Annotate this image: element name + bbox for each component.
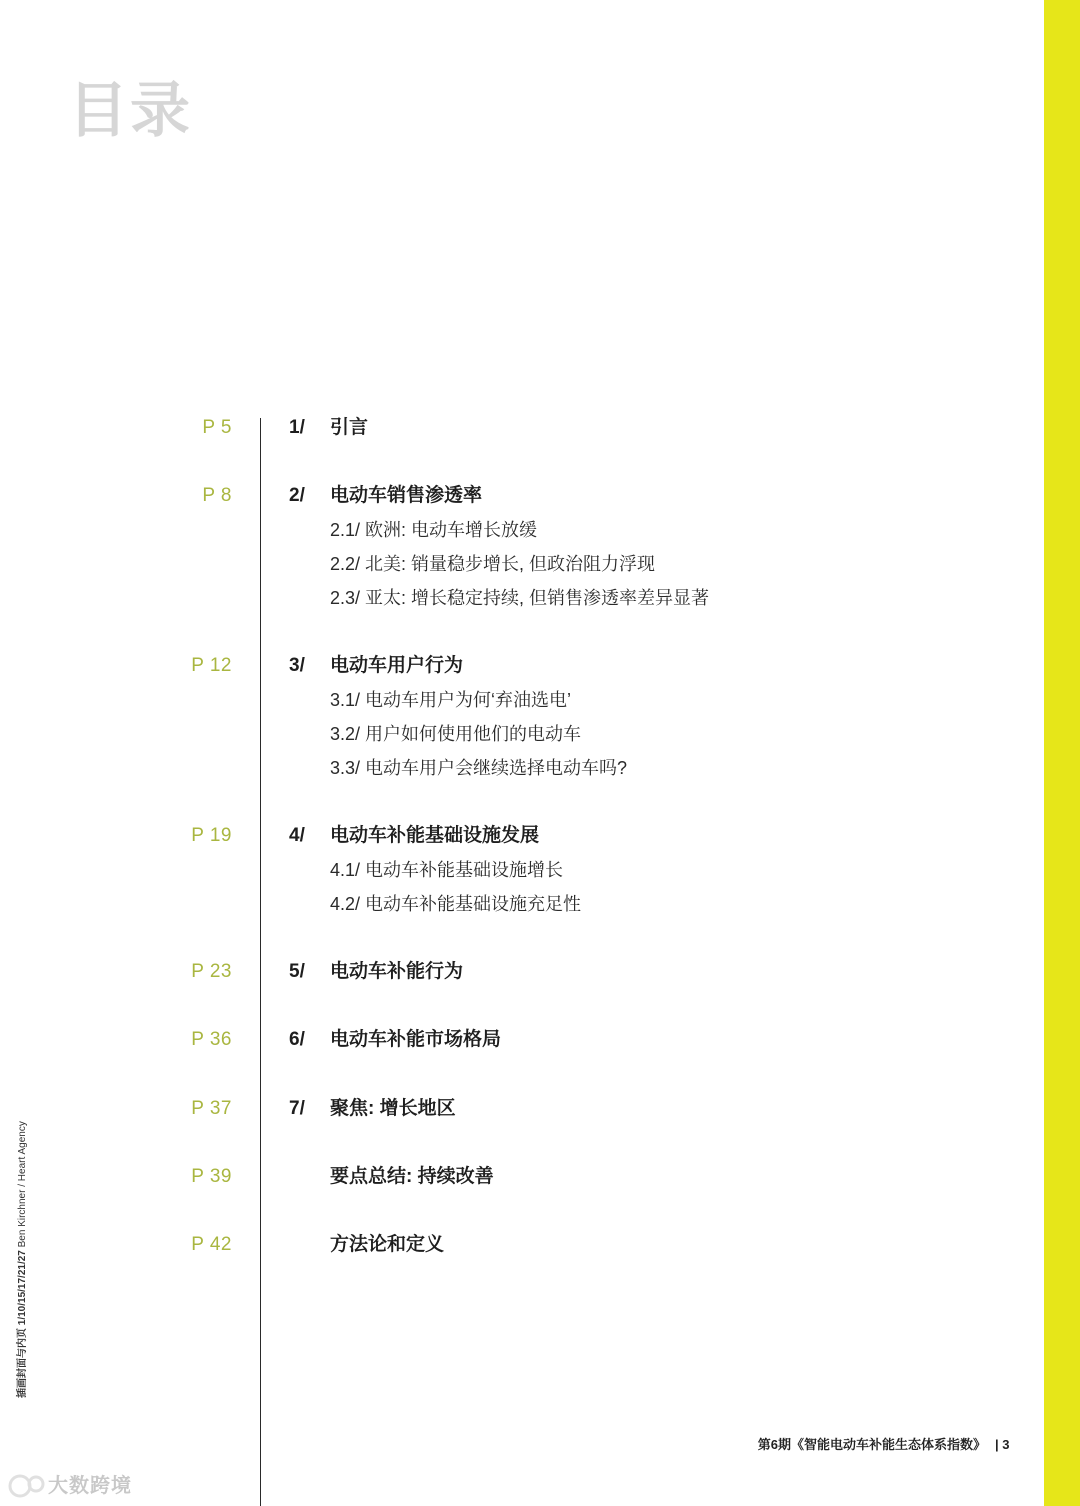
toc-chapter-number: 3/ [289,655,305,676]
toc-chapter-title[interactable]: 聚焦: 增长地区 [330,1098,456,1119]
page-number: 3 [1002,1437,1010,1452]
toc-chapter-title[interactable]: 电动车补能市场格局 [330,1029,502,1050]
toc-page-number: P 5 [202,417,232,438]
toc-chapter-number: 2/ [289,485,305,506]
toc-subsection[interactable]: 2.1/ 欧洲: 电动车增长放缓 [330,520,538,540]
footer-separator: | [995,1437,999,1452]
credit-illustration-pages: 插画封面与内页 1/10/15/17/21/27 [17,1250,28,1398]
toc-page-number: P 36 [191,1029,232,1050]
toc-chapter-title[interactable]: 电动车用户行为 [330,655,464,676]
toc-subsection[interactable]: 2.3/ 亚太: 增长稳定持续, 但销售渗透率差异显著 [330,588,710,608]
footer-page [995,1437,1010,1453]
toc-chapter-title[interactable]: 电动车补能基础设施发展 [330,825,540,846]
accent-bar [1044,0,1080,1506]
watermark-text: 大数跨境 [48,1475,132,1497]
toc-page-number: P 39 [191,1166,232,1187]
toc-chapter-number: 4/ [289,825,305,846]
page-title: 目录 [68,76,192,146]
toc-chapter-title[interactable]: 引言 [330,417,369,438]
toc-chapter-title[interactable]: 电动车补能行为 [330,961,464,982]
toc-chapter-number: 7/ [289,1098,305,1119]
toc-page-number: P 8 [202,485,232,506]
illustration-credit [17,1078,29,1398]
toc-chapter-title[interactable]: 方法论和定义 [330,1234,445,1255]
toc-chapter-number: 5/ [289,961,305,982]
toc-page-number: P 23 [191,961,232,982]
toc-subsection[interactable]: 2.2/ 北美: 销量稳步增长, 但政治阻力浮现 [330,554,656,574]
toc-subsection[interactable]: 4.2/ 电动车补能基础设施充足性 [330,894,582,914]
credit-artist: Ben Kirchner / Heart Agency [17,1121,28,1251]
toc-subsection[interactable]: 3.2/ 用户如何使用他们的电动车 [330,724,582,744]
footer-title: 第6期《智能电动车补能生态体系指数》 [757,1437,986,1452]
footer-report-title [758,1437,986,1453]
toc-subsection[interactable]: 3.3/ 电动车用户会继续选择电动车吗? [330,758,628,778]
toc-page-number: P 19 [191,825,232,846]
toc-page-number: P 37 [191,1098,232,1119]
toc-chapter-title[interactable]: 电动车销售渗透率 [330,485,483,506]
toc-subsection[interactable]: 4.1/ 电动车补能基础设施增长 [330,860,564,880]
toc-page-number: P 42 [191,1234,232,1255]
toc-page-number: P 12 [191,655,232,676]
toc-chapter-title[interactable]: 要点总结: 持续改善 [330,1166,494,1187]
toc-chapter-number: 1/ [289,417,305,438]
toc-chapter-number: 6/ [289,1029,305,1050]
toc-subsection[interactable]: 3.1/ 电动车用户为何‘弃油选电’ [330,690,572,710]
